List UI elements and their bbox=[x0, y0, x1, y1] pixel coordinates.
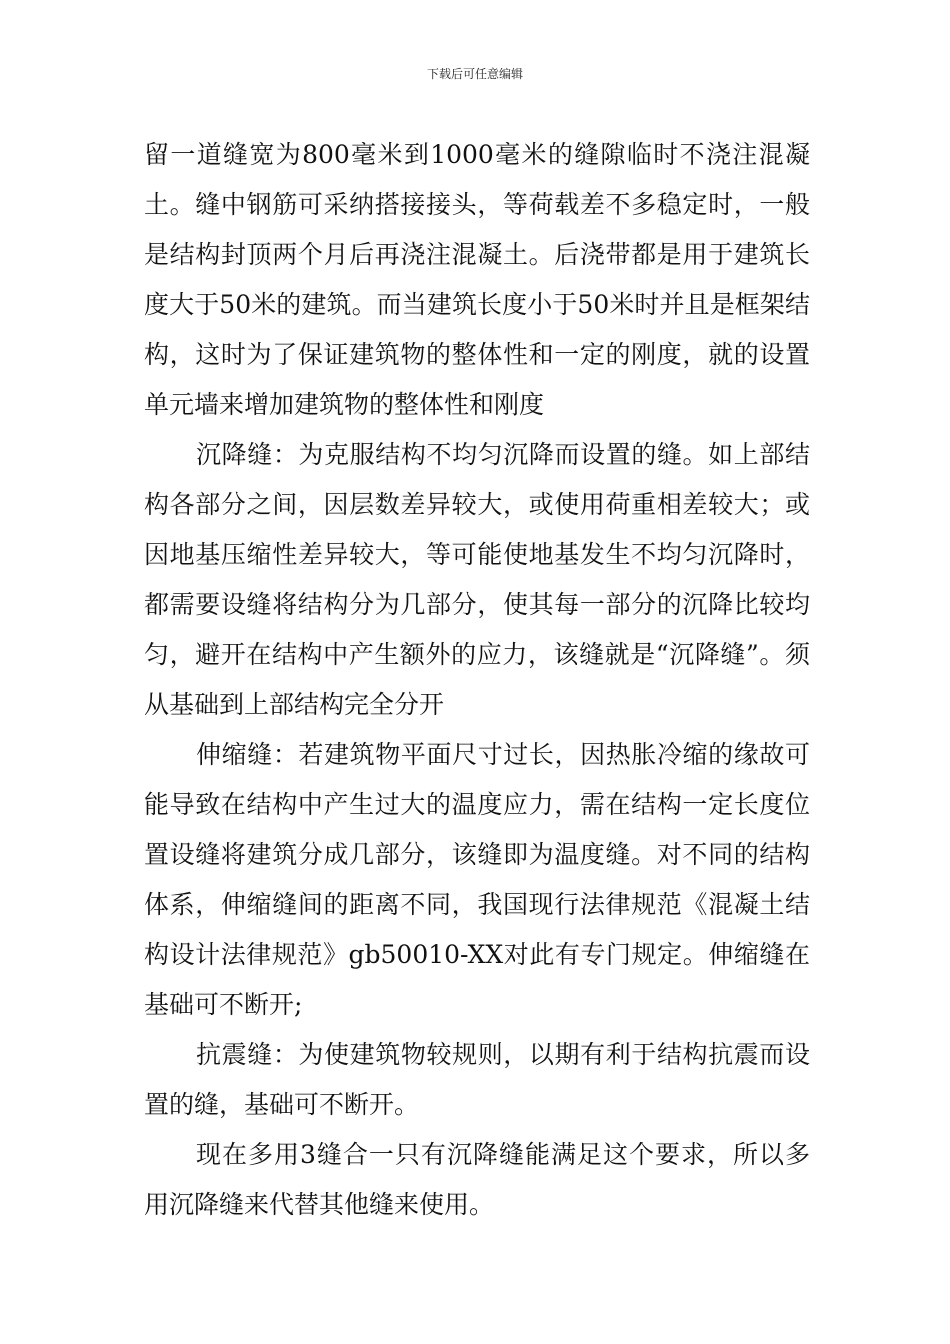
paragraph-settlement-joint: 沉降缝：为克服结构不均匀沉降而设置的缝。如上部结构各部分之间，因层数差异较大，或使用荷重相差较大；或因地基压缩性差异较大，等可能使地基发生不均匀沉降时，都需要设缝将结构分为几部分，使其每一部分的沉降比较均匀，避开在结构中产生额外的应力，该缝就是“沉降缝”。须从基础到上部结构完全分开 bbox=[144, 440, 810, 719]
paragraph-expansion-joint: 伸缩缝：若建筑物平面尺寸过长，因热胀冷缩的缘故可能导致在结构中产生过大的温度应力，需在结构一定长度位置设缝将建筑分成几部分，该缝即为温度缝。对不同的结构体系，伸缩缝间的距离不同，我国现行法律规范《混凝土结构设计法律规范》gb50010-XX对此有专门规定。伸缩缝在基础可不断开; bbox=[144, 740, 810, 1019]
paragraph-post-pour-strip: 留一道缝宽为800毫米到1000毫米的缝隙临时不浇注混凝土。缝中钢筋可采纳搭接接头，等荷载差不多稳定时，一般是结构封顶两个月后再浇注混凝土。后浇带都是用于建筑长度大于50米的建筑。而当建筑长度小于50米时并且是框架结构，这时为了保证建筑物的整体性和一定的刚度，就的设置单元墙来增加建筑物的整体性和刚度 bbox=[144, 140, 810, 419]
page-header: 下载后可任意编辑 bbox=[426, 67, 523, 81]
paragraph-seismic-joint: 抗震缝：为使建筑物较规则，以期有利于结构抗震而设置的缝，基础可不断开。 bbox=[144, 1040, 810, 1119]
paragraph-conclusion: 现在多用3缝合一只有沉降缝能满足这个要求，所以多用沉降缝来代替其他缝来使用。 bbox=[144, 1140, 810, 1219]
document-body bbox=[144, 130, 810, 1230]
